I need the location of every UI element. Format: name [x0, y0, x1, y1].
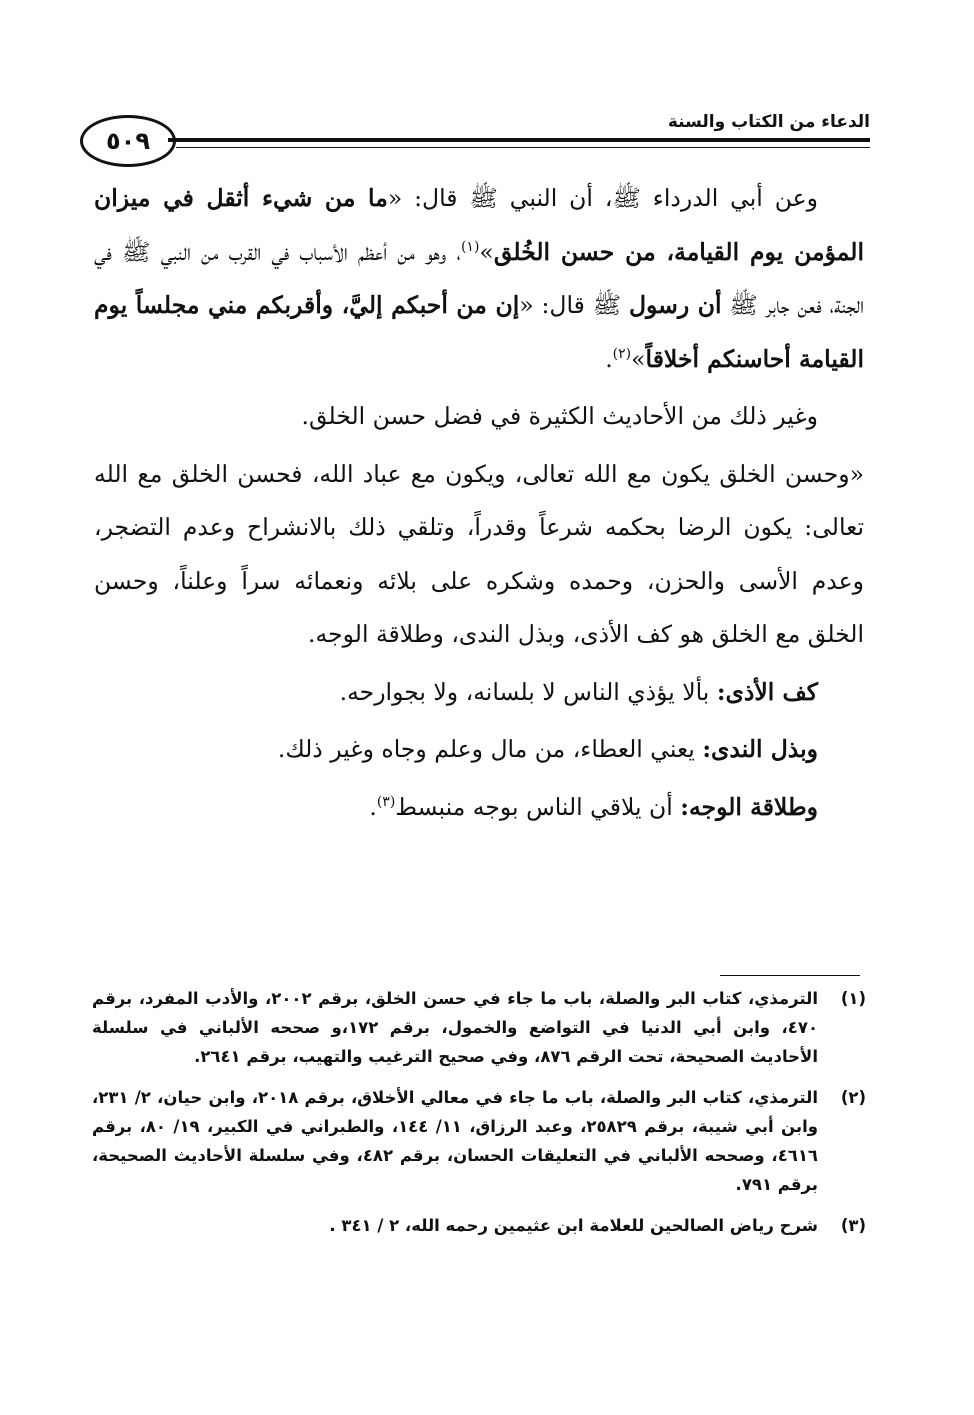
running-header-title: الدعاء من الكتاب والسنة: [667, 112, 870, 132]
definition-term: كف الأذى:: [716, 677, 818, 706]
text-run: .: [605, 344, 613, 373]
footnote-1: [92, 984, 866, 1071]
text-run: »: [479, 237, 494, 266]
footnote-text: الترمذي، كتاب البر والصلة، باب ما جاء في حسن الخلق، برقم ٢٠٠٢، والأدب المفرد، برقم ٤٧٠، وابن أبي الدنيا في التواضع والخمول، برقم ١٧٢،و صححه الألباني في سلسلة الأحاديث الصحيحة، تحت الرقم ٨٧٦، وفي صحيح الترغيب والتهيب، برقم ٢٦٤١.: [92, 989, 819, 1066]
footnote-text: الترمذي، كتاب البر والصلة، باب ما جاء في معالي الأخلاق، برقم ٢٠١٨، وابن حيان، ٢/ ٢٣١، وابن أبي شيبة، برقم ٢٥٨٢٩، وعبد الرزاق، ١١/ ١٤٤، والطبراني في الكبير، ١٩/ ٨٠، برقم ٤٦١٦، وصححه الألباني في التعليقات الحسان، برقم ٤٨٢، وفي سلسلة الأحاديث الصحيحة، برقم ٧٩١.: [92, 1088, 818, 1194]
definition-term: وطلاقة الوجه:: [680, 792, 818, 821]
hadith-text-bold: ما من شيء أثقل في ميزان المؤمن يوم القيامة، من حسن الخُلق: [94, 184, 864, 266]
definition-text: يعني العطاء، من مال وعلم وجاه وغير ذلك.: [277, 735, 703, 763]
text-run: .: [369, 792, 377, 821]
text-run: ﷺ قال: «: [519, 291, 629, 319]
definition-kaff-al-adha: [94, 666, 864, 720]
footnote-ref-1: (١): [460, 238, 480, 255]
paragraph-other-hadiths: وغير ذلك من الأحاديث الكثيرة في فضل حسن الخلق.: [301, 402, 818, 430]
footnote-ref-3: (٣): [376, 793, 396, 810]
footnote-ref-2: (٢): [612, 345, 632, 362]
paragraph-hadith: [94, 172, 864, 386]
definition-term: وبذل الندى:: [702, 735, 818, 763]
text-run: ، وهو من أعظم الأسباب في القرب من النبي ﷺ في الجنة، فعن جابر ﷺ: [94, 237, 864, 319]
footnote-number: (١): [840, 989, 866, 1008]
definition-talaqat-al-wajh: [94, 781, 864, 835]
footnotes: [92, 984, 866, 1252]
definition-badhl-al-nada: [94, 723, 864, 777]
text-run: وعن أبي الدرداء ﷺ، أن النبي ﷺ قال: «: [387, 184, 819, 212]
main-text: [94, 172, 864, 834]
footnote-text: شرح رياض الصالحين للعلامة ابن عثيمين رحمه الله، ٢ / ٣٤١ .: [329, 1216, 818, 1235]
text-run: »: [631, 344, 646, 373]
definition-text: أن يلاقي الناس بوجه منبسط: [395, 792, 681, 821]
footnote-2: [92, 1083, 866, 1199]
header-rule-thick: [168, 138, 870, 142]
page-number: ٥٠٩: [80, 115, 176, 167]
header-rule-thin: [176, 147, 870, 148]
footnote-separator: [720, 975, 860, 976]
footnote-number: (٣): [840, 1216, 866, 1235]
footnote-number: (٢): [840, 1088, 866, 1107]
footnote-3: [92, 1211, 866, 1240]
paragraph-quote: «وحسن الخلق يكون مع الله تعالى، ويكون مع عباد الله، فحسن الخلق مع الله تعالى: يكون الرضا بحكمه شرعاً وقدراً، وتلقي ذلك بالانشراح وعدم التضجر، وعدم الأسى والحزن، وحمده وشكره على بلائه ونعمائه سراً وعلناً، وحسن الخلق مع الخلق هو كف الأذى، وبذل الندى، وطلاقة الوجه.: [94, 459, 864, 648]
hadith-text-bold: إن من أحبكم إليَّ، وأقربكم مني مجلساً يوم القيامة أحاسنكم أخلاقاً: [94, 291, 864, 373]
hadith-text-bold: أن رسول: [628, 291, 722, 319]
definition-text: بألا يؤذي الناس لا بلسانه، ولا بجوارحه.: [339, 677, 717, 706]
